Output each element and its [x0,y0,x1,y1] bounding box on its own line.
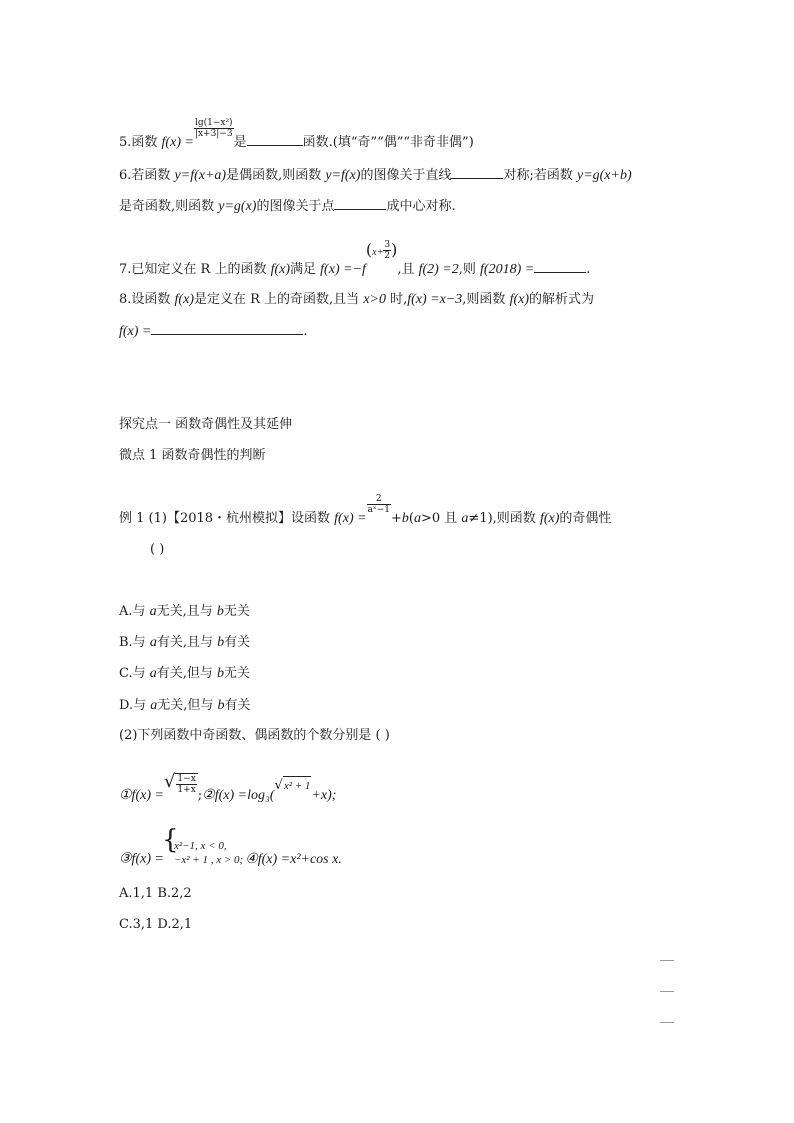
func-1-den: 1+x [177,785,196,795]
question-6-line-1 [119,166,632,185]
option-b-v1: a [149,635,157,650]
option-d-mid: 无关,但与 [157,698,218,713]
question-6-line-2 [119,197,456,216]
section-title: 探究点一 函数奇偶性及其延伸 [119,417,293,432]
q8-fx: f(x) [174,292,194,307]
q7-given: f(2) =2 [418,262,459,277]
q7-exp-den: 2 [384,251,391,261]
func-1-root: √ $\frac{1-x}{1+x}$ [163,771,196,795]
q6-text-f: 对称;若函数 [503,168,577,183]
func-1-frac [176,774,196,795]
q6-blank-line[interactable] [451,166,503,179]
option-a-v2: b [216,604,224,619]
q7-text-g: ,则 [458,262,481,277]
q5-exponent [194,118,234,139]
options-row-2[interactable]: C.3,1 D.2,1 [119,917,193,932]
ex1-paren-open: ( [408,511,414,526]
q5-pre: 函数 [131,135,162,150]
q8-text-a: 8.设函数 [119,292,175,307]
ex1-text-i: ≠1),则函数 [468,511,540,526]
q8-text-g: ,则函数 [462,292,510,307]
ex1-b: b [401,511,409,526]
ex1-text-k: 的奇偶性 [559,511,612,526]
func-1-end: ; [197,788,203,803]
q6-func-g-shift: y=g(x+b) [576,168,632,183]
question-7 [119,240,591,280]
q7-text-e: ,且 [397,262,419,277]
q6-text-l2d: 成中心对称. [386,199,456,214]
options-row-1[interactable]: A.1,1 B.2,2 [119,886,192,901]
q6-func-g: y=g(x) [218,199,257,214]
functions-row-1 [119,771,337,807]
option-c[interactable] [119,665,250,683]
example-1-part-2: (2)下列函数中奇函数、偶函数的个数分别是 ( ) [119,728,390,743]
option-c-post: 无关 [224,666,251,681]
func-2-end: +x); [311,788,337,803]
option-d[interactable] [119,697,251,715]
func-2-sqrt: x² + 1 [283,776,312,795]
q7-end: . [586,262,591,277]
func-3-piecewise: { x²−1, x < 0, −x² + 1 , x > 0; [161,825,244,866]
question-8-line-2 [119,322,308,341]
option-b-v2: b [217,635,225,650]
ex1-a: a [413,511,421,526]
functions-row-2 [119,825,342,873]
func-2-root: √x² + 1 [274,778,311,793]
q5-exp-den: |x+3|−3 [194,129,233,139]
option-b-post: 有关 [224,635,251,650]
ex1-exp-den: aˣ−1 [367,505,390,515]
func-1-num: 1−x [177,774,196,784]
q7-exponent: (x+ $\frac{3}{2}$ ) [365,240,398,261]
option-d-post: 有关 [224,698,251,713]
q7-exp-num: 3 [384,240,391,250]
example-1-part-1 [119,494,612,529]
margin-dash-2 [660,991,674,992]
q8-answer-label: f(x) = [119,324,152,339]
q7-target: f(2018) = [480,262,535,277]
option-b-mid: 有关,且与 [156,635,218,650]
option-c-pre: C.与 [119,666,150,681]
q8-text-e: 时, [385,292,408,307]
func-4: ④f(x) =x²+cos x. [245,851,342,867]
margin-dash-1 [660,960,674,961]
option-a-v1: a [149,604,157,619]
ex1-text-g: >0 且 [420,511,462,526]
q8-given: f(x) =x−3 [407,292,463,307]
q8-cond: x>0 [363,292,386,307]
q6-blank-point[interactable] [334,197,386,210]
q6-text-l2a: 是奇函数,则函数 [119,199,219,214]
option-a[interactable] [119,603,250,621]
q7-text-c: 满足 [290,262,321,277]
question-5 [119,118,474,153]
q6-text-a: 6.若函数 [119,168,175,183]
ex1-plus: + [391,511,402,526]
option-c-mid: 有关,但与 [156,666,218,681]
option-d-v1: a [150,698,158,713]
q5-exp-num: lg(1−x²) [194,118,233,128]
option-d-v2: b [217,698,225,713]
option-c-v2: b [217,666,225,681]
q8-text-i: 的解析式为 [529,292,595,307]
q5-fx: f(x) = [161,135,194,150]
section-subtitle: 微点 1 函数奇偶性的判断 [119,448,266,463]
q8-text-c: 是定义在 R 上的奇函数,且当 [193,292,364,307]
q6-func-y: y=f(x) [325,168,361,183]
ex1-exp-num: 2 [367,494,391,505]
margin-dash-3 [660,1022,674,1023]
q5-post: 是 [233,135,247,150]
func-1: ①f(x) = [119,788,164,803]
q5-blank[interactable] [247,133,303,146]
q7-exp-x: x+ [372,247,384,258]
q6-text-c: 是偶函数,则函数 [226,168,326,183]
option-a-mid: 无关,且与 [156,604,217,619]
q7-fx: f(x) [270,262,291,277]
q5-post2: 函数.(填“奇”“偶”“非奇非偶”) [302,135,474,150]
q6-text-e: 的图像关于直线 [360,168,452,183]
ex1-exponent [367,494,391,515]
option-a-pre: A.与 [119,604,150,619]
question-8-line-1 [119,291,594,309]
q6-func-shift: y=f(x+a) [174,168,227,183]
ex1-fx: f(x) = [334,511,367,526]
option-b-pre: B.与 [119,635,150,650]
ex1-answer-paren[interactable]: ( ) [150,542,165,557]
q8-fx2: f(x) [509,292,529,307]
func-3-case-2: −x² + 1 , x > 0; [173,854,244,866]
option-c-v1: a [149,666,157,681]
q8-blank[interactable] [151,322,303,335]
option-d-pre: D.与 [119,698,151,713]
q7-blank[interactable] [534,260,586,273]
func-3: ③f(x) = [119,851,164,867]
q6-text-l2c: 的图像关于点 [256,199,335,214]
q7-text-a: 7.已知定义在 R 上的函数 [119,262,271,277]
option-a-post: 无关 [223,604,250,619]
ex1-text-a: 例 1 (1)【2018・杭州模拟】设函数 [119,511,335,526]
option-b[interactable] [119,634,250,652]
ex1-fx2: f(x) [539,511,560,526]
q7-exp-frac [383,240,391,261]
func-2: ②f(x) =log₃( [202,788,275,803]
func-3-case-1: x²−1, x < 0, [173,840,227,852]
q5-number: 5. [119,135,132,150]
q8-end: . [303,324,308,339]
q7-condition: f(x) =−f [320,262,366,277]
ex1-a2: a [461,511,469,526]
